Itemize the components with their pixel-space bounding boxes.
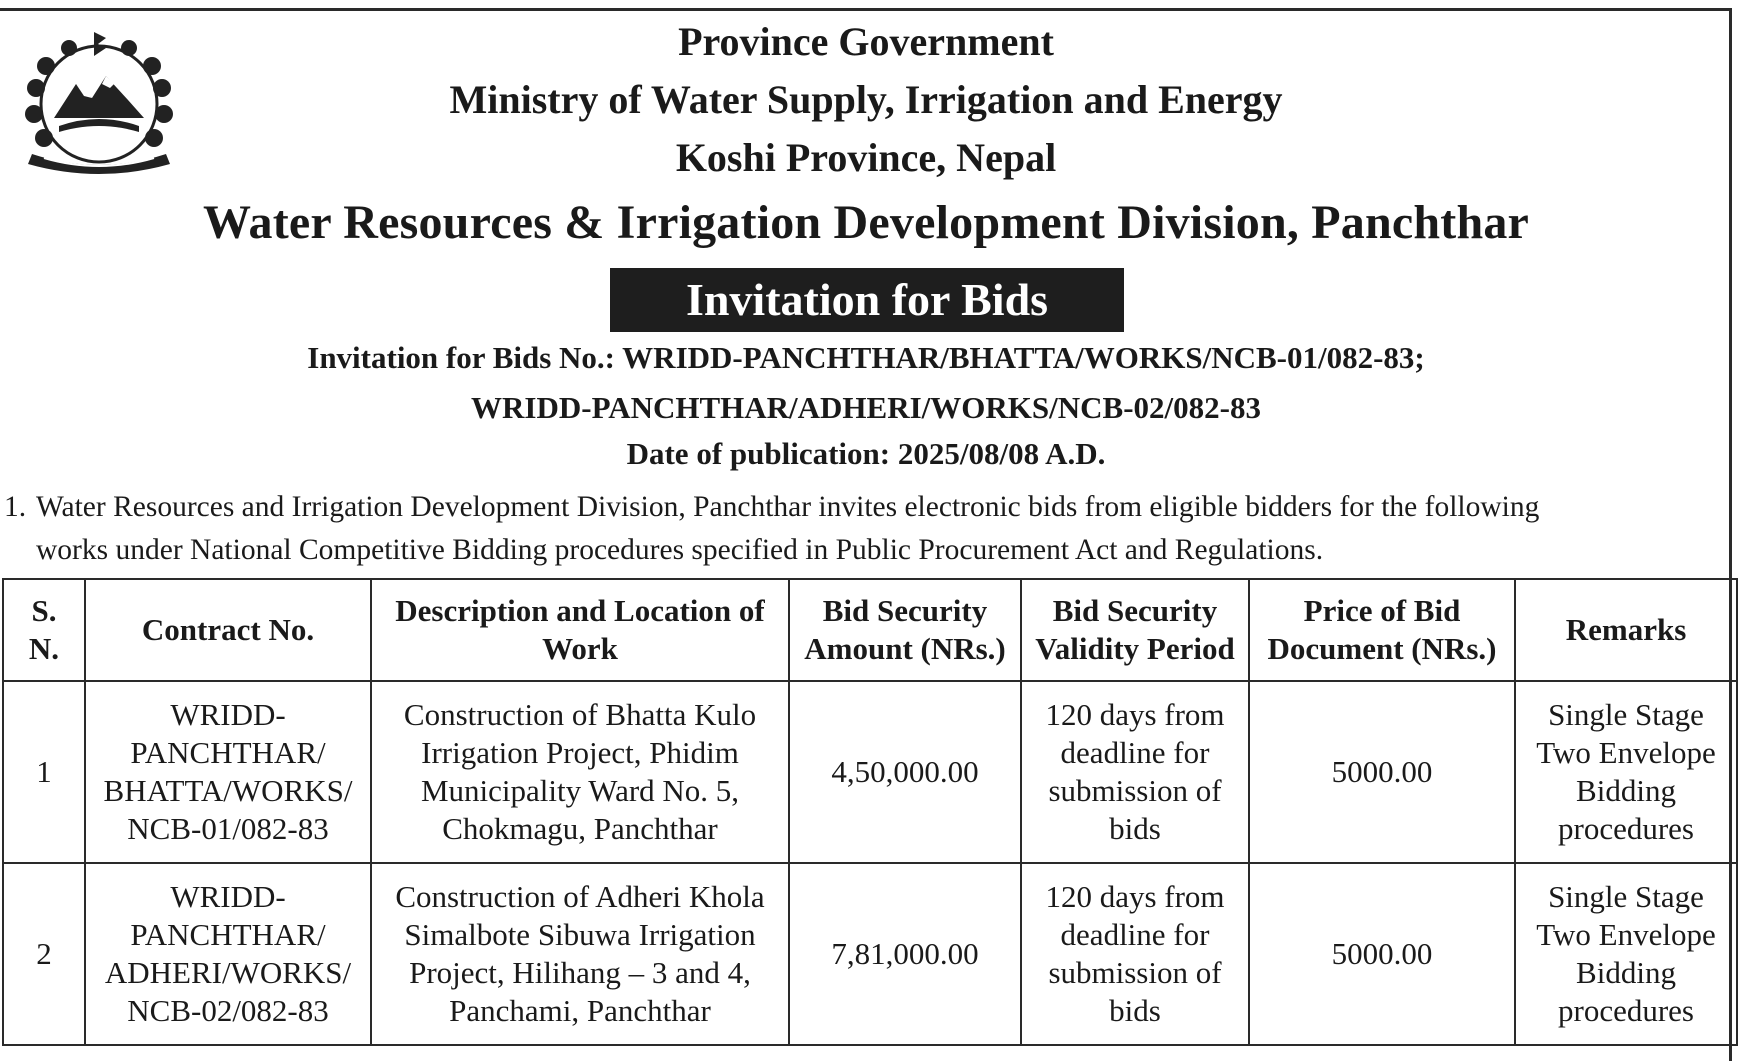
office-title: Water Resources & Irrigation Development Division, Panchthar [202, 196, 1530, 249]
header-description: Description and Location of Work [371, 579, 789, 681]
header-bid-security-validity: Bid Security Validity Period [1021, 579, 1249, 681]
cell-bid-security-amount: 7,81,000.00 [789, 863, 1021, 1045]
bid-reference-line-1: Invitation for Bids No.: WRIDD-PANCHTHAR/BHATTA/WORKS/NCB-01/082-83; [307, 340, 1425, 375]
cell-description: Construction of Bhatta Kulo Irrigation Project, Phidim Municipality Ward No. 5, Chokmagu, Panchthar [371, 681, 789, 863]
header-price-of-bid-document: Price of Bid Document (NRs.) [1249, 579, 1515, 681]
cell-validity-period: 120 days from deadline for submission of bids [1021, 681, 1249, 863]
cell-contract-no: WRIDD- PANCHTHAR/ ADHERI/WORKS/ NCB-02/082-83 [85, 863, 371, 1045]
header-bid-security-amount: Bid Security Amount (NRs.) [789, 579, 1021, 681]
bid-reference-line-2: WRIDD-PANCHTHAR/ADHERI/WORKS/NCB-02/082-83 [471, 390, 1261, 425]
table-row [3, 681, 1737, 863]
cell-bid-security-amount: 4,50,000.00 [789, 681, 1021, 863]
cell-contract-no: WRIDD- PANCHTHAR/ BHATTA/WORKS/ NCB-01/082-83 [85, 681, 371, 863]
paragraph-line-1: Water Resources and Irrigation Development Division, Panchthar invites electronic bids from eligible bidders for the following [36, 491, 1540, 523]
cell-sn: 1 [3, 681, 85, 863]
cell-document-price: 5000.00 [1249, 863, 1515, 1045]
publication-date: Date of publication: 2025/08/08 A.D. [626, 436, 1106, 471]
notice-title-banner: Invitation for Bids [610, 268, 1124, 332]
province-title: Koshi Province, Nepal [675, 135, 1057, 180]
paragraph-number: 1. [4, 491, 27, 523]
table-header-row [3, 579, 1737, 681]
bids-table [2, 578, 1738, 1046]
cell-sn: 2 [3, 863, 85, 1045]
cell-description: Construction of Adheri Khola Simalbote Sibuwa Irrigation Project, Hilihang – 3 and 4, Panchami, Panchthar [371, 863, 789, 1045]
cell-remarks: Single Stage Two Envelope Bidding procedures [1515, 681, 1737, 863]
header-contract-no: Contract No. [85, 579, 371, 681]
cell-document-price: 5000.00 [1249, 681, 1515, 863]
header-remarks: Remarks [1515, 579, 1737, 681]
cell-validity-period: 120 days from deadline for submission of bids [1021, 863, 1249, 1045]
government-title: Province Government [678, 19, 1054, 64]
table-row [3, 863, 1737, 1045]
header-sn: S. N. [3, 579, 85, 681]
cell-remarks: Single Stage Two Envelope Bidding procedures [1515, 863, 1737, 1045]
ministry-title: Ministry of Water Supply, Irrigation and Energy [449, 77, 1283, 122]
paragraph-line-2: works under National Competitive Bidding procedures specified in Public Procurement Act and Regulations. [36, 534, 1324, 566]
